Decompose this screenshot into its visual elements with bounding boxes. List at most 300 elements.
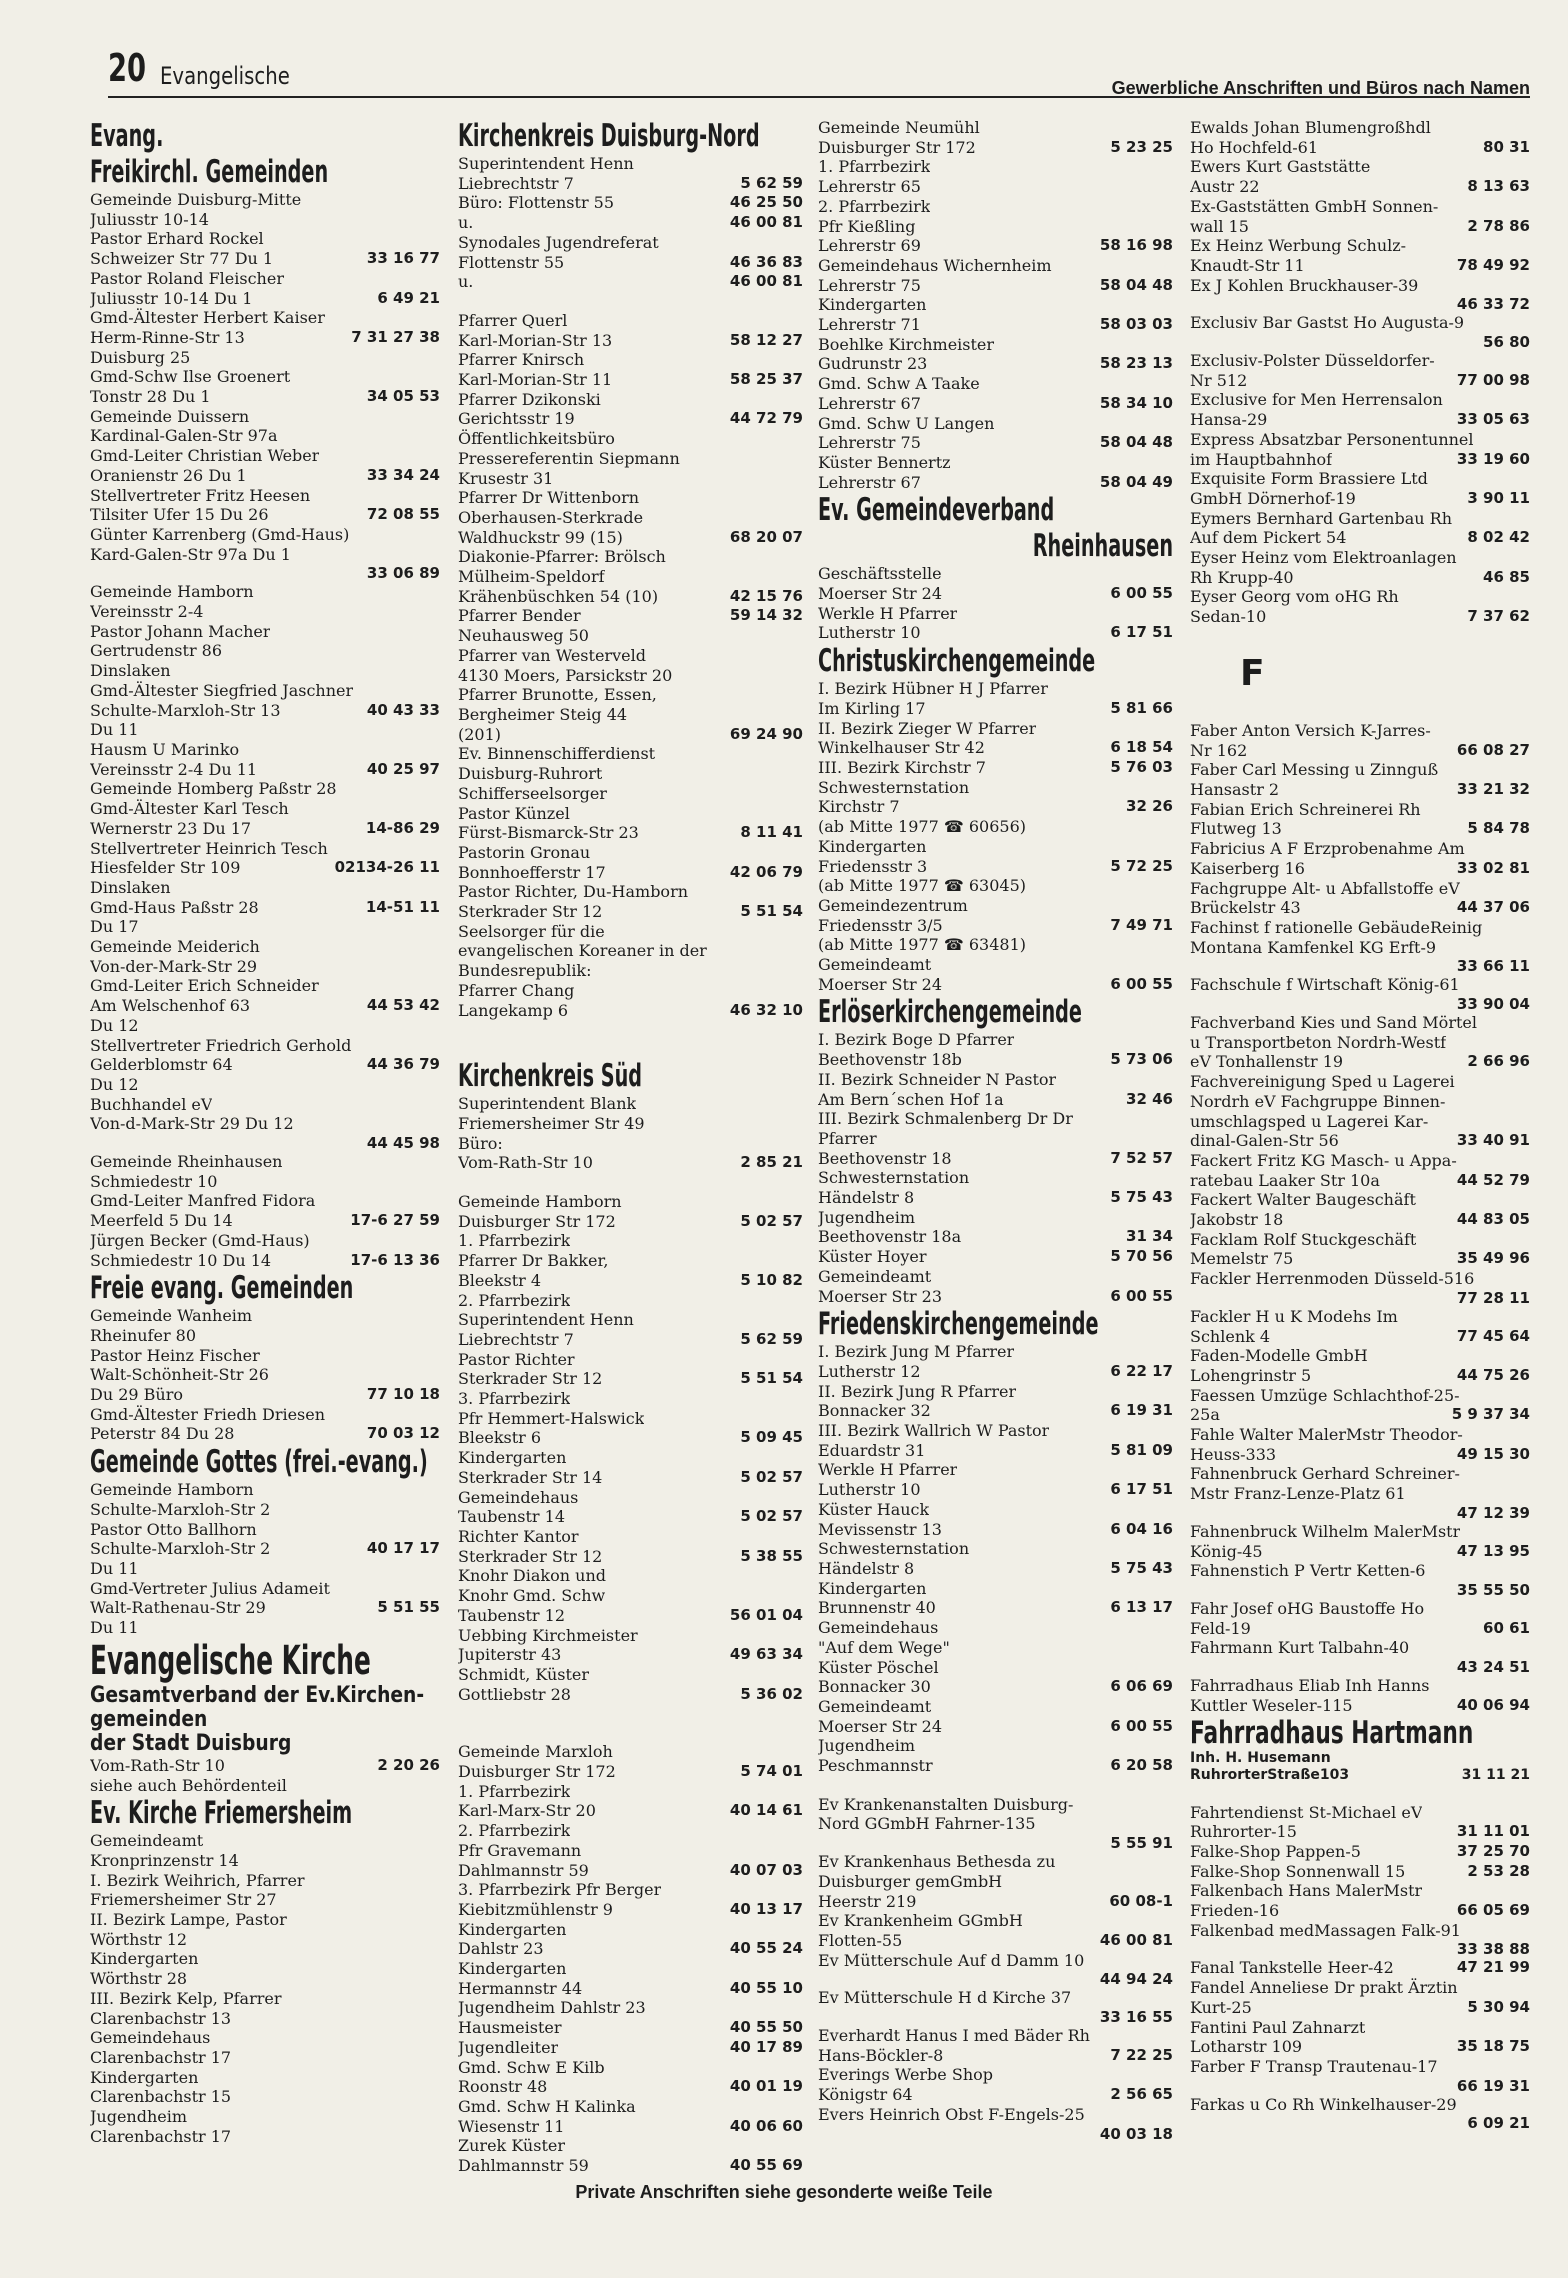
directory-entry — [458, 1271, 803, 1291]
directory-entry — [1190, 938, 1530, 958]
directory-entry — [1190, 295, 1530, 313]
entry-text: Pfarrer Knirsch — [458, 350, 585, 370]
directory-entry — [90, 898, 440, 918]
directory-entry — [458, 429, 803, 449]
directory-entry — [1190, 1386, 1530, 1406]
phone-number: 02134-26 11 — [334, 858, 440, 877]
directory-entry — [818, 1421, 1173, 1441]
entry-text: siehe auch Behördenteil — [90, 1775, 287, 1795]
entry-text: Pfr Hemmert-Halswick — [458, 1408, 645, 1428]
entry-text: Kaiserberg 16 — [1190, 858, 1305, 878]
directory-entry — [1190, 1131, 1530, 1151]
phone-number: 46 00 81 — [1099, 1930, 1173, 1949]
section-heading: Freikirchl. Gemeinden — [90, 154, 329, 190]
entry-text: Meerfeld 5 Du 14 — [90, 1211, 233, 1231]
directory-entry — [1190, 568, 1530, 588]
directory-entry — [818, 1717, 1173, 1737]
directory-entry — [818, 699, 1173, 719]
entry-text: Gmd-Ältester Friedh Driesen — [90, 1404, 326, 1424]
directory-entry — [1190, 1638, 1530, 1658]
entry-text: 2. Pfarrbezirk — [458, 1821, 571, 1841]
entry-text: Lutherstr 10 — [818, 1480, 921, 1500]
phone-number: 8 02 42 — [1467, 528, 1530, 547]
entry-text: Schlenk 4 — [1190, 1326, 1271, 1346]
directory-entry — [1190, 918, 1530, 938]
directory-entry — [458, 1920, 803, 1940]
phone-number: 33 40 91 — [1456, 1131, 1530, 1150]
phone-number: 44 52 79 — [1456, 1170, 1530, 1189]
entry-text: Diakonie-Pfarrer: Brölsch — [458, 547, 666, 567]
entry-text: Du 29 Büro — [90, 1385, 184, 1405]
phone-number: 6 19 31 — [1110, 1401, 1173, 1420]
section-heading: Friedenskirchengemeinde — [818, 1306, 1099, 1343]
directory-entry — [818, 1911, 1173, 1931]
entry-text: Fackert Walter Baugeschäft — [1190, 1190, 1416, 1210]
directory-entry — [1190, 975, 1530, 995]
spacer — [1190, 1784, 1530, 1803]
directory-entry — [458, 1959, 803, 1979]
directory-entry — [818, 758, 1173, 778]
entry-text: Langekamp 6 — [458, 1000, 569, 1020]
directory-entry — [818, 177, 1173, 197]
directory-entry — [458, 1782, 803, 1802]
directory-entry — [90, 1211, 440, 1231]
spacer — [458, 292, 803, 311]
entry-text: Ev Krankenhaus Bethesda zu — [818, 1852, 1056, 1872]
phone-number: 35 49 96 — [1456, 1249, 1530, 1268]
entry-text: Du 17 — [90, 917, 139, 937]
phone-number: 6 17 51 — [1110, 623, 1173, 642]
entry-text: Dahlmannstr 59 — [458, 1860, 589, 1880]
entry-text: 3. Pfarrbezirk Pfr Berger — [458, 1880, 662, 1900]
directory-entry — [1190, 587, 1530, 607]
directory-entry — [458, 547, 803, 567]
entry-text: Pressereferentin Siepmann — [458, 448, 680, 468]
entry-text: Gmd. Schw U Langen — [818, 413, 995, 433]
entry-text: Jugendheim Dahlstr 23 — [458, 1998, 646, 2018]
entry-text: Händelstr 8 — [818, 1188, 915, 1208]
directory-entry — [818, 374, 1173, 394]
directory-entry — [1190, 333, 1530, 351]
entry-text: 1. Pfarrbezirk — [458, 1231, 571, 1251]
entry-text: Ex Heinz Werbung Schulz- — [1190, 236, 1407, 256]
directory-entry — [458, 626, 803, 646]
entry-text: Eyser Georg vom oHG Rh — [1190, 587, 1399, 607]
entry-text: Peschmannstr — [818, 1756, 933, 1776]
phone-number: 5 74 01 — [740, 1762, 803, 1781]
directory-entry — [1190, 1581, 1530, 1599]
directory-entry — [458, 2077, 803, 2097]
directory-entry — [90, 996, 440, 1016]
entry-text: Walt-Schönheit-Str 26 — [90, 1365, 269, 1385]
directory-entry — [1190, 410, 1530, 430]
phone-number: 6 09 21 — [1467, 2114, 1530, 2133]
directory-entry — [1190, 509, 1530, 529]
entry-text: Schmiedestr 10 — [90, 1171, 218, 1191]
entry-text: Jugendleiter — [458, 2037, 559, 2057]
directory-entry — [90, 1152, 440, 1172]
entry-text: Waldhuckstr 99 (15) — [458, 527, 623, 547]
phone-number: 40 25 97 — [366, 759, 440, 778]
entry-text: Lehrerstr 65 — [818, 177, 921, 197]
entry-text: Küster Pöschel — [818, 1657, 939, 1677]
section-heading: Erlöserkirchengemeinde — [818, 994, 1082, 1031]
phone-number: 6 04 16 — [1110, 1519, 1173, 1538]
directory-entry — [1190, 760, 1530, 780]
directory-entry — [90, 1969, 440, 1989]
entry-text: I. Bezirk Hübner H J Pfarrer — [818, 679, 1048, 699]
entry-text: Exquisite Form Brassiere Ltd — [1190, 469, 1428, 489]
directory-entry — [1190, 1033, 1530, 1053]
entry-text: Synodales Jugendreferat — [458, 232, 659, 252]
directory-entry — [1190, 1958, 1530, 1978]
phone-number: 6 00 55 — [1110, 584, 1173, 603]
entry-text: Küster Hauck — [818, 1499, 930, 1519]
phone-number: 5 75 43 — [1110, 1559, 1173, 1577]
entry-text: Büro: Flottenstr 55 — [458, 193, 615, 213]
directory-entry — [90, 1989, 440, 2009]
phone-number: 33 34 24 — [366, 465, 440, 484]
directory-entry — [458, 1330, 803, 1350]
directory-entry — [458, 1409, 803, 1429]
directory-entry — [458, 1861, 803, 1881]
entry-text: Ex-Gaststätten GmbH Sonnen- — [1190, 196, 1439, 216]
advert-owner: Inh. H. Husemann — [1190, 1749, 1331, 1766]
entry-text: Tilsiter Ufer 15 Du 26 — [90, 505, 269, 525]
directory-entry — [1190, 1522, 1530, 1542]
entry-text: Kurt-25 — [1190, 1997, 1252, 2017]
directory-entry — [1190, 1092, 1530, 1112]
phone-number: 46 36 83 — [729, 252, 803, 271]
entry-text: Dinslaken — [90, 877, 171, 897]
entry-text: Gemeindeamt — [818, 1266, 932, 1286]
directory-entry — [818, 197, 1173, 217]
directory-entry — [458, 1900, 803, 1920]
entry-text: Du 11 — [90, 1618, 139, 1638]
directory-entry — [90, 2087, 440, 2107]
entry-text: Sterkrader Str 14 — [458, 1467, 603, 1487]
section-heading: Freie evang. Gemeinden — [90, 1270, 354, 1307]
directory-entry — [818, 138, 1173, 158]
directory-entry — [90, 328, 440, 348]
entry-text: Lutherstr 12 — [818, 1361, 921, 1381]
directory-entry — [458, 1979, 803, 1999]
entry-text: Superintendent Henn — [458, 154, 634, 173]
entry-text: Pfarrer Brunotte, Essen, — [458, 685, 657, 705]
directory-entry — [1190, 1171, 1530, 1191]
entry-text: Everings Werbe Shop — [818, 2065, 993, 2085]
phone-number: 56 01 04 — [729, 1605, 803, 1624]
entry-text: Oranienstr 26 Du 1 — [90, 465, 247, 485]
entry-text: Gmd-Leiter Erich Schneider — [90, 976, 319, 996]
phone-number: 8 13 63 — [1467, 177, 1530, 196]
entry-text: Lehrerstr 67 — [818, 472, 921, 492]
directory-entry — [458, 961, 803, 981]
directory-entry — [90, 2028, 440, 2048]
entry-text: Rh Krupp-40 — [1190, 567, 1294, 587]
entry-text: Kirchstr 7 — [818, 797, 900, 817]
entry-text: Gmd-Leiter Manfred Fidora — [90, 1191, 316, 1211]
entry-text: Falke-Shop Pappen-5 — [1190, 1841, 1361, 1861]
entry-text: Eduardstr 31 — [818, 1440, 926, 1460]
entry-text: Karl-Morian-Str 11 — [458, 370, 613, 390]
directory-entry — [818, 738, 1173, 758]
phone-number: 33 19 60 — [1456, 449, 1530, 468]
entry-text: III. Bezirk Kirchstr 7 — [818, 757, 986, 777]
phone-number: 5 84 78 — [1467, 819, 1530, 838]
entry-text: Gmd-Ältester Siegfried Jaschner — [90, 680, 354, 700]
directory-entry — [90, 582, 440, 602]
directory-entry — [1190, 390, 1530, 410]
entry-text: Pfarrer Bender — [458, 606, 581, 626]
entry-text: I. Bezirk Jung M Pfarrer — [818, 1342, 1015, 1362]
entry-text: Am Bern´schen Hof 1a — [818, 1089, 1004, 1109]
section-heading: Gesamtverband der Ev.Kirchen- — [90, 1682, 425, 1708]
entry-text: Kindergarten — [818, 1578, 927, 1598]
directory-entry — [818, 1892, 1173, 1912]
entry-text: Friemersheimer Str 49 — [458, 1113, 645, 1133]
entry-text: wall 15 — [1190, 216, 1249, 236]
directory-entry — [818, 797, 1173, 817]
entry-text: Mevissenstr 13 — [818, 1519, 942, 1539]
entry-text: Krusestr 31 — [458, 468, 554, 488]
directory-entry — [1190, 118, 1530, 138]
directory-entry — [1190, 839, 1530, 859]
phone-number: 6 22 17 — [1110, 1361, 1173, 1380]
phone-number: 33 90 04 — [1456, 995, 1530, 1014]
entry-text: Lehrerstr 75 — [818, 275, 921, 295]
section-heading: Christuskirchengemeinde — [818, 643, 1096, 680]
entry-text: Nordrh eV Fachgruppe Binnen- — [1190, 1091, 1446, 1111]
directory-entry — [818, 2046, 1173, 2066]
directory-entry — [818, 315, 1173, 335]
directory-entry — [90, 1618, 440, 1638]
entry-text: Gemeinde Homberg Paßstr 28 — [90, 779, 337, 799]
entry-text: Sterkrader Str 12 — [458, 902, 603, 922]
entry-text: Kiebitzmühlenstr 9 — [458, 1899, 613, 1919]
entry-text: Pfr Gravemann — [458, 1840, 582, 1860]
entry-text: Brückelstr 43 — [1190, 898, 1301, 918]
entry-text: Pfarrer Dr Bakker, — [458, 1251, 609, 1271]
entry-text: Karl-Marx-Str 20 — [458, 1801, 596, 1821]
entry-text: Lotharstr 109 — [1190, 2037, 1303, 2057]
directory-entry — [90, 760, 440, 780]
entry-text: evangelischen Koreaner in der — [458, 941, 707, 961]
entry-text: Gemeinde Wanheim — [90, 1306, 253, 1326]
phone-number: 14-86 29 — [365, 818, 440, 837]
entry-text: Faber Anton Versich K-Jarres- — [1190, 720, 1431, 740]
phone-number: 42 15 76 — [729, 586, 803, 605]
directory-entry — [458, 981, 803, 1001]
entry-text: Gemeinde Hamborn — [90, 1480, 254, 1500]
entry-text: Gmd. Schw H Kalinka — [458, 2096, 636, 2116]
directory-entry — [458, 1468, 803, 1488]
entry-text: Fanal Tankstelle Heer-42 — [1190, 1958, 1394, 1978]
entry-text: Du 11 — [90, 720, 139, 740]
directory-entry — [458, 449, 803, 469]
directory-entry — [1190, 1425, 1530, 1445]
entry-text: Fahrradhaus Eliab Inh Hanns — [1190, 1676, 1430, 1696]
directory-entry — [458, 350, 803, 370]
entry-text: Kardinal-Galen-Str 97a — [90, 426, 278, 446]
entry-text: Kronprinzenstr 14 — [90, 1850, 239, 1870]
directory-entry — [90, 387, 440, 407]
phone-number: 31 11 01 — [1456, 1822, 1530, 1841]
directory-entry — [90, 1095, 440, 1115]
directory-entry — [458, 606, 803, 626]
spacer — [458, 1039, 803, 1058]
directory-entry — [90, 466, 440, 486]
entry-text: Kindergarten — [90, 1949, 199, 1969]
directory-entry — [458, 2038, 803, 2058]
phone-number: 5 62 59 — [740, 173, 803, 192]
entry-text: Fachgruppe Alt- u Abfallstoffe eV — [1190, 878, 1460, 898]
directory-entry — [90, 740, 440, 760]
directory-entry — [458, 488, 803, 508]
directory-entry — [90, 720, 440, 740]
entry-text: Ev Mütterschule H d Kirche 37 — [818, 1988, 1072, 2008]
directory-entry — [818, 1460, 1173, 1480]
directory-entry — [1190, 351, 1530, 371]
phone-number: 6 49 21 — [377, 288, 440, 307]
entry-text: Kuttler Weseler-115 — [1190, 1695, 1353, 1715]
directory-entry — [818, 1539, 1173, 1559]
phone-number: 40 06 94 — [1456, 1695, 1530, 1714]
entry-text: Küster Bennertz — [818, 452, 951, 472]
entry-text: Jugendheim — [818, 1736, 916, 1756]
entry-text: 25a — [1190, 1405, 1220, 1425]
directory-entry — [1190, 1599, 1530, 1619]
entry-text: Schmidt, Küster — [458, 1664, 590, 1684]
entry-text: Taubenstr 14 — [458, 1507, 566, 1527]
phone-number: 69 24 90 — [729, 724, 803, 743]
directory-entry — [818, 2105, 1173, 2125]
entry-text: Ev Krankenanstalten Duisburg- — [818, 1794, 1074, 1814]
directory-entry — [458, 863, 803, 883]
directory-entry — [458, 1114, 803, 1134]
phone-number: 2 53 28 — [1467, 1861, 1530, 1880]
directory-entry — [458, 1428, 803, 1448]
entry-text: II. Bezirk Lampe, Pastor — [90, 1910, 287, 1930]
entry-text: Fahrmann Kurt Talbahn-40 — [1190, 1638, 1410, 1658]
directory-entry — [458, 213, 803, 233]
directory-entry — [1190, 1484, 1530, 1504]
entry-text: Pfarrer — [818, 1128, 877, 1148]
directory-entry — [818, 453, 1173, 473]
directory-entry — [1190, 313, 1530, 333]
entry-text: I. Bezirk Boge D Pfarrer — [818, 1030, 1015, 1050]
entry-text: Ex J Kohlen Bruckhauser-39 — [1190, 275, 1419, 295]
directory-entry — [458, 725, 803, 745]
entry-text: Duisburger Str 172 — [458, 1762, 616, 1782]
directory-entry — [90, 1191, 440, 1211]
directory-entry — [818, 2026, 1173, 2046]
directory-entry — [1190, 1658, 1530, 1676]
entry-text: Winkelhauser Str 42 — [818, 738, 985, 758]
directory-entry — [90, 249, 440, 269]
phone-number: 6 00 55 — [1110, 974, 1173, 993]
directory-entry — [90, 819, 440, 839]
phone-number: 40 07 03 — [729, 1860, 803, 1879]
phone-number: 44 36 79 — [366, 1055, 440, 1074]
column-3 — [818, 118, 1173, 2143]
directory-entry — [90, 1480, 440, 1500]
directory-entry — [90, 622, 440, 642]
entry-text: Sedan-10 — [1190, 607, 1267, 627]
entry-text: Lehrerstr 69 — [818, 236, 921, 256]
directory-entry — [90, 289, 440, 309]
entry-text: Gemeindezentrum — [818, 895, 968, 915]
directory-entry — [818, 916, 1173, 936]
phone-number: 46 00 81 — [729, 272, 803, 291]
directory-entry — [818, 1227, 1173, 1247]
entry-text: Exclusiv Bar Gastst Ho Augusta-9 — [1190, 313, 1465, 333]
entry-text: Friedensstr 3/5 — [818, 915, 943, 935]
entry-text: Exclusiv-Polster Düsseldorfer- — [1190, 351, 1435, 371]
directory-entry — [1190, 1210, 1530, 1230]
entry-text: Fachvereinigung Sped u Lagerei — [1190, 1072, 1455, 1092]
directory-entry — [818, 1441, 1173, 1461]
directory-entry — [818, 1342, 1173, 1362]
directory-entry — [90, 367, 440, 387]
section-heading: Evang. — [90, 118, 164, 154]
entry-text: Pastor Heinz Fischer — [90, 1345, 260, 1365]
directory-entry — [90, 878, 440, 898]
entry-text: Wörthstr 28 — [90, 1969, 188, 1989]
directory-entry — [458, 1606, 803, 1626]
phone-number: 77 45 64 — [1456, 1326, 1530, 1345]
directory-entry — [90, 1016, 440, 1036]
directory-entry — [458, 2117, 803, 2137]
phone-number: 2 20 26 — [377, 1755, 440, 1774]
directory-entry — [1190, 1842, 1530, 1862]
phone-number: 58 25 37 — [729, 370, 803, 389]
directory-entry — [458, 1801, 803, 1821]
directory-entry — [458, 646, 803, 666]
entry-text: Fahnenstich P Vertr Ketten-6 — [1190, 1561, 1426, 1581]
directory-entry — [818, 1520, 1173, 1540]
entry-text: Dinslaken — [90, 661, 171, 681]
entry-text: "Auf dem Wege" — [818, 1637, 950, 1657]
directory-entry — [1190, 721, 1530, 741]
spacer — [1190, 702, 1530, 721]
directory-entry — [1190, 1289, 1530, 1307]
section-heading: Evangelische Kirche — [90, 1637, 371, 1684]
directory-entry — [458, 174, 803, 194]
entry-text: Tonstr 28 Du 1 — [90, 387, 211, 407]
page-number: 20 — [108, 46, 147, 90]
phone-number: 77 00 98 — [1456, 370, 1530, 389]
directory-entry — [90, 1385, 440, 1405]
directory-entry — [1190, 1998, 1530, 2018]
entry-text: Faessen Umzüge Schlachthof-25- — [1190, 1385, 1460, 1405]
directory-entry — [818, 1129, 1173, 1149]
entry-text: Buchhandel eV — [90, 1094, 213, 1114]
directory-entry — [1190, 2057, 1530, 2077]
entry-text: Walt-Rathenau-Str 29 — [90, 1598, 266, 1618]
directory-entry — [458, 1841, 803, 1861]
directory-entry — [90, 976, 440, 996]
entry-text: Faden-Modelle GmbH — [1190, 1346, 1368, 1366]
section-heading: Kirchenkreis Süd — [458, 1058, 643, 1095]
entry-text: Bleekstr 6 — [458, 1428, 542, 1448]
entry-text: Sterkrader Str 12 — [458, 1369, 603, 1389]
directory-entry — [818, 1168, 1173, 1188]
phone-number: 33 02 81 — [1456, 858, 1530, 877]
entry-text: Duisburger gemGmbH — [818, 1871, 1003, 1891]
directory-entry — [90, 701, 440, 721]
entry-text: (ab Mitte 1977 ☎ 63481) — [818, 935, 1026, 955]
